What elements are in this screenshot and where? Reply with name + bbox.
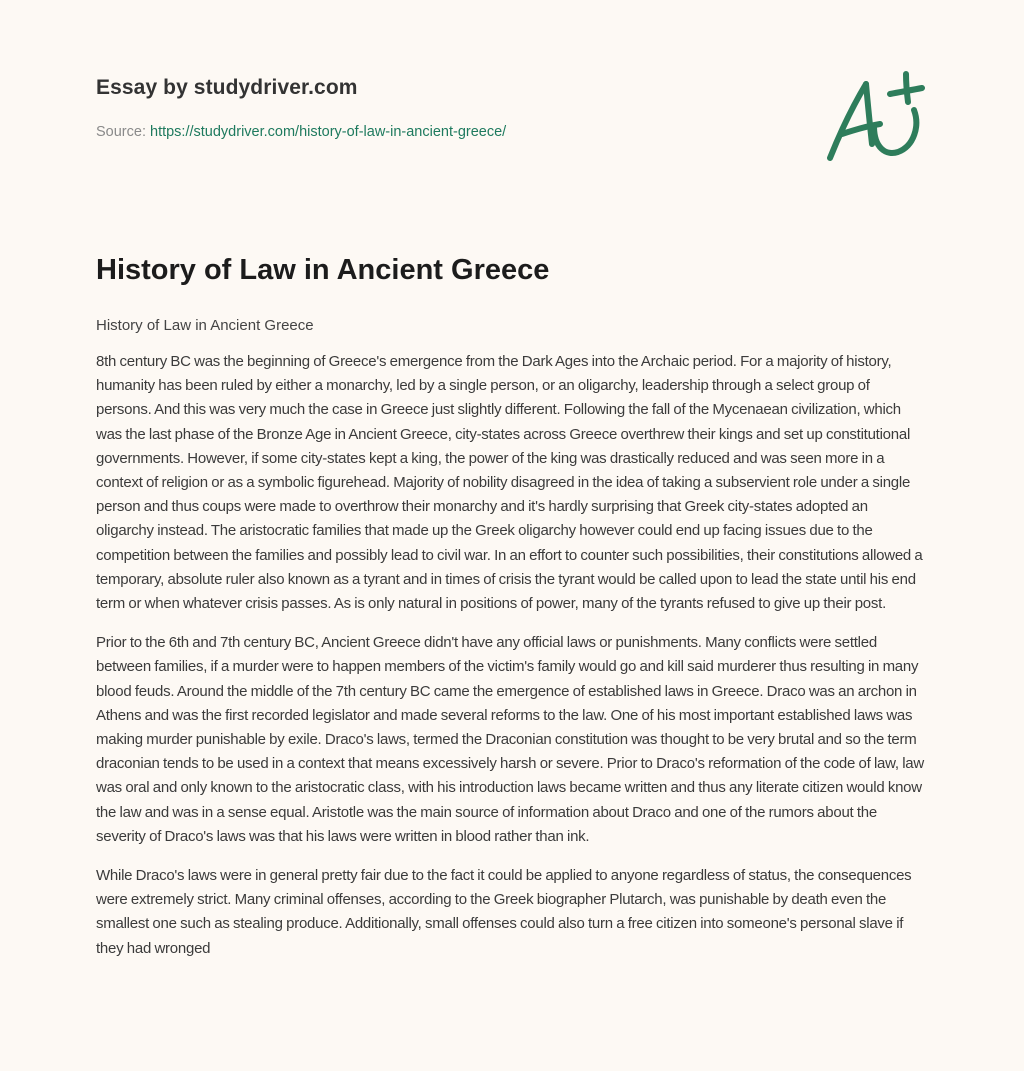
essay-subtitle: History of Law in Ancient Greece [96, 317, 314, 334]
essay-paragraph: While Draco's laws were in general pretty fair due to the fact it could be applied to anyone regardless of status, the consequences were extremely strict. Many criminal offenses, according to the Greek biographer Plutarch, was punishable by death even the smallest one such as stealing produce. Additionally, small offenses could also turn a free citizen into someone's personal slave if they had wronged [96, 867, 912, 957]
essay-paragraph: 8th century BC was the beginning of Greece's emergence from the Dark Ages into the Archaic period. For a majority of history, humanity has been ruled by either a monarchy, led by a single person, or an oligarchy, leadership through a select group of persons. And this was very much the case in Greece just slightly different. Following the fall of the Mycenaean civilization, which was the last phase of the Bronze Age in Ancient Greece, city-states across Greece overthrew their kings and set up constitutional governments. However, if some city-states kept a king, the power of the king was drastically reduced and was seen more in a context of religion or as a symbolic figurehead. Majority of nobility disagreed in the idea of taking a subservient role under a single person and thus coups were made to overthrow their monarchy and it's hardly surprising that Greek city-states adopted an oligarchy instead. The aristocratic families that made up the Greek oligarchy however could end up facing issues due to the competition between the families and possibly lead to civil war. In an effort to counter such possibilities, their constitutions allowed a temporary, absolute ruler also known as a tyrant and in times of crisis the tyrant would be called upon to lead the state until his end term or when whatever crisis passes. As is only natural in positions of power, many of the tyrants refused to give up their post. [96, 353, 923, 613]
source-label: Source: [96, 124, 150, 140]
essay-paragraph: Prior to the 6th and 7th century BC, Ancient Greece didn't have any official laws or punishments. Many conflicts were settled between families, if a murder were to happen members of the victim's family would go and kill said murderer thus resulting in many blood feuds. Around the middle of the 7th century BC came the emergence of established laws in Greece. Draco was an archon in Athens and was the first recorded legislator and made several reforms to the law. One of his most important established laws was making murder punishable by exile. Draco's laws, termed the Draconian constitution was thought to be very brutal and so the term draconian tends to be used in a context that means excessively harsh or severe. Prior to Draco's reformation of the code of law, law was oral and only known to the aristocratic class, with his introduction laws became written and thus any literate citizen would know the law and was in a sense equal. Aristotle was the main source of information about Draco and one of the rumors about the severity of Draco's laws was that his laws were written in blood rather than ink. [96, 634, 924, 845]
a-plus-grade-icon [820, 66, 930, 166]
source-line [96, 124, 506, 140]
essay-title: History of Law in Ancient Greece [96, 254, 550, 286]
essay-body [96, 350, 928, 975]
site-brand-heading: Essay by studydriver.com [96, 76, 358, 99]
source-link[interactable]: https://studydriver.com/history-of-law-in-ancient-greece/ [150, 124, 507, 140]
